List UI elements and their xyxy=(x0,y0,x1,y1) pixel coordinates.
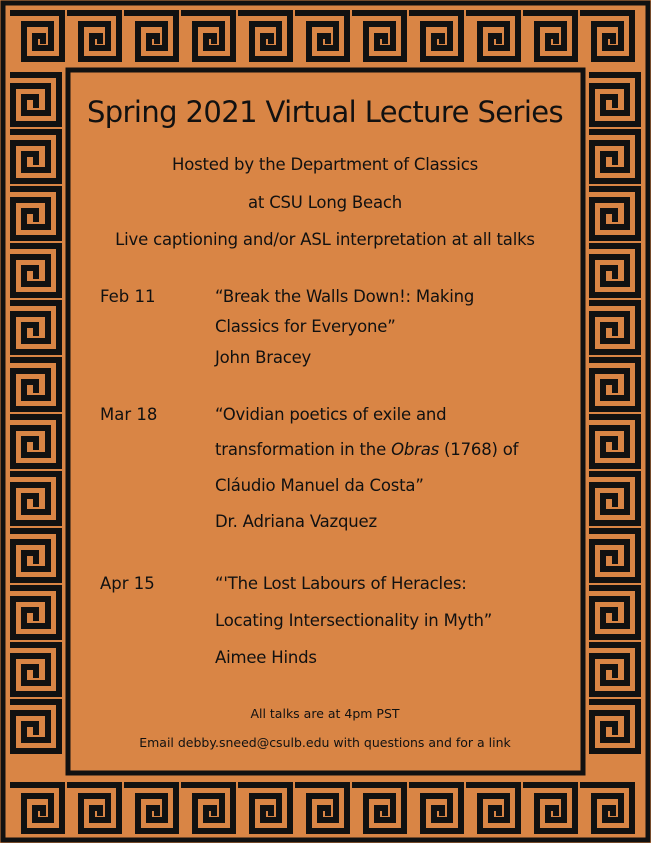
greek-key-tile xyxy=(592,360,638,409)
greek-key-tile xyxy=(583,785,632,831)
greek-key-tile xyxy=(13,132,59,181)
greek-key-tile xyxy=(469,13,518,59)
lecture-title-text: (1768) of xyxy=(439,440,519,459)
greek-key-tile xyxy=(592,303,638,352)
greek-key-tile xyxy=(127,785,176,831)
host-campus: at CSU Long Beach xyxy=(247,193,403,212)
greek-key-tile xyxy=(127,13,176,59)
greek-key-tile xyxy=(298,13,347,59)
greek-key-tile xyxy=(70,785,119,831)
lecture-title-line: Locating Intersectionality in Myth” xyxy=(215,611,493,630)
greek-key-tile xyxy=(13,246,59,295)
greek-key-tile xyxy=(355,13,404,59)
lecture-title-line: “'The Lost Labours of Heracles: xyxy=(215,574,467,593)
greek-key-tile xyxy=(583,13,632,59)
lecture-title-line: Cláudio Manuel da Costa” xyxy=(215,476,424,495)
greek-key-tile xyxy=(13,531,59,580)
greek-key-tile xyxy=(592,588,638,637)
greek-key-tile xyxy=(592,189,638,238)
greek-key-tile xyxy=(592,645,638,694)
greek-key-tile xyxy=(592,702,638,751)
greek-key-tile xyxy=(469,785,518,831)
lecture-title-line: “Break the Walls Down!: Making xyxy=(215,287,475,306)
lecture-speaker: Aimee Hinds xyxy=(215,648,317,667)
greek-key-tile xyxy=(13,588,59,637)
greek-key-tile xyxy=(592,531,638,580)
lecture-speaker: John Bracey xyxy=(215,348,312,367)
time-note: All talks are at 4pm PST xyxy=(250,706,400,721)
greek-key-tile xyxy=(241,785,290,831)
greek-key-tile xyxy=(13,13,62,59)
lecture-date: Mar 18 xyxy=(100,405,158,424)
lecture-title-line xyxy=(215,440,518,459)
greek-key-tile xyxy=(592,75,638,124)
greek-key-tile xyxy=(592,246,638,295)
greek-key-tile xyxy=(13,702,59,751)
lecture-date: Feb 11 xyxy=(100,287,156,306)
greek-key-tile xyxy=(13,75,59,124)
contact-note: Email debby.sneed@csulb.edu with questions and for a link xyxy=(139,735,511,750)
greek-key-tile xyxy=(412,13,461,59)
greek-key-tile xyxy=(184,785,233,831)
greek-key-tile xyxy=(592,417,638,466)
lecture-date: Apr 15 xyxy=(100,574,155,593)
greek-key-tile xyxy=(526,13,575,59)
greek-key-tile xyxy=(241,13,290,59)
host-department: Hosted by the Department of Classics xyxy=(172,155,478,174)
lecture-title-line: Classics for Everyone” xyxy=(215,317,396,336)
lecture-title-line: “Ovidian poetics of exile and xyxy=(215,405,447,424)
greek-key-tile xyxy=(355,785,404,831)
lecture-title-text: transformation in the xyxy=(215,440,392,459)
greek-key-tile xyxy=(412,785,461,831)
greek-key-tile xyxy=(592,474,638,523)
greek-key-tile xyxy=(298,785,347,831)
page-title: Spring 2021 Virtual Lecture Series xyxy=(86,95,564,129)
accessibility-note: Live captioning and/or ASL interpretation at all talks xyxy=(115,230,535,249)
greek-key-tile xyxy=(13,189,59,238)
greek-key-tile xyxy=(13,417,59,466)
greek-key-tile xyxy=(13,360,59,409)
lecture-speaker: Dr. Adriana Vazquez xyxy=(215,512,377,531)
greek-key-tile xyxy=(13,474,59,523)
greek-key-tile xyxy=(13,785,62,831)
greek-key-tile xyxy=(526,785,575,831)
greek-key-tile xyxy=(184,13,233,59)
greek-key-tile xyxy=(70,13,119,59)
greek-key-tile xyxy=(13,303,59,352)
greek-key-tile xyxy=(592,132,638,181)
greek-key-tile xyxy=(13,645,59,694)
lecture-title-italic: Obras xyxy=(391,440,440,459)
